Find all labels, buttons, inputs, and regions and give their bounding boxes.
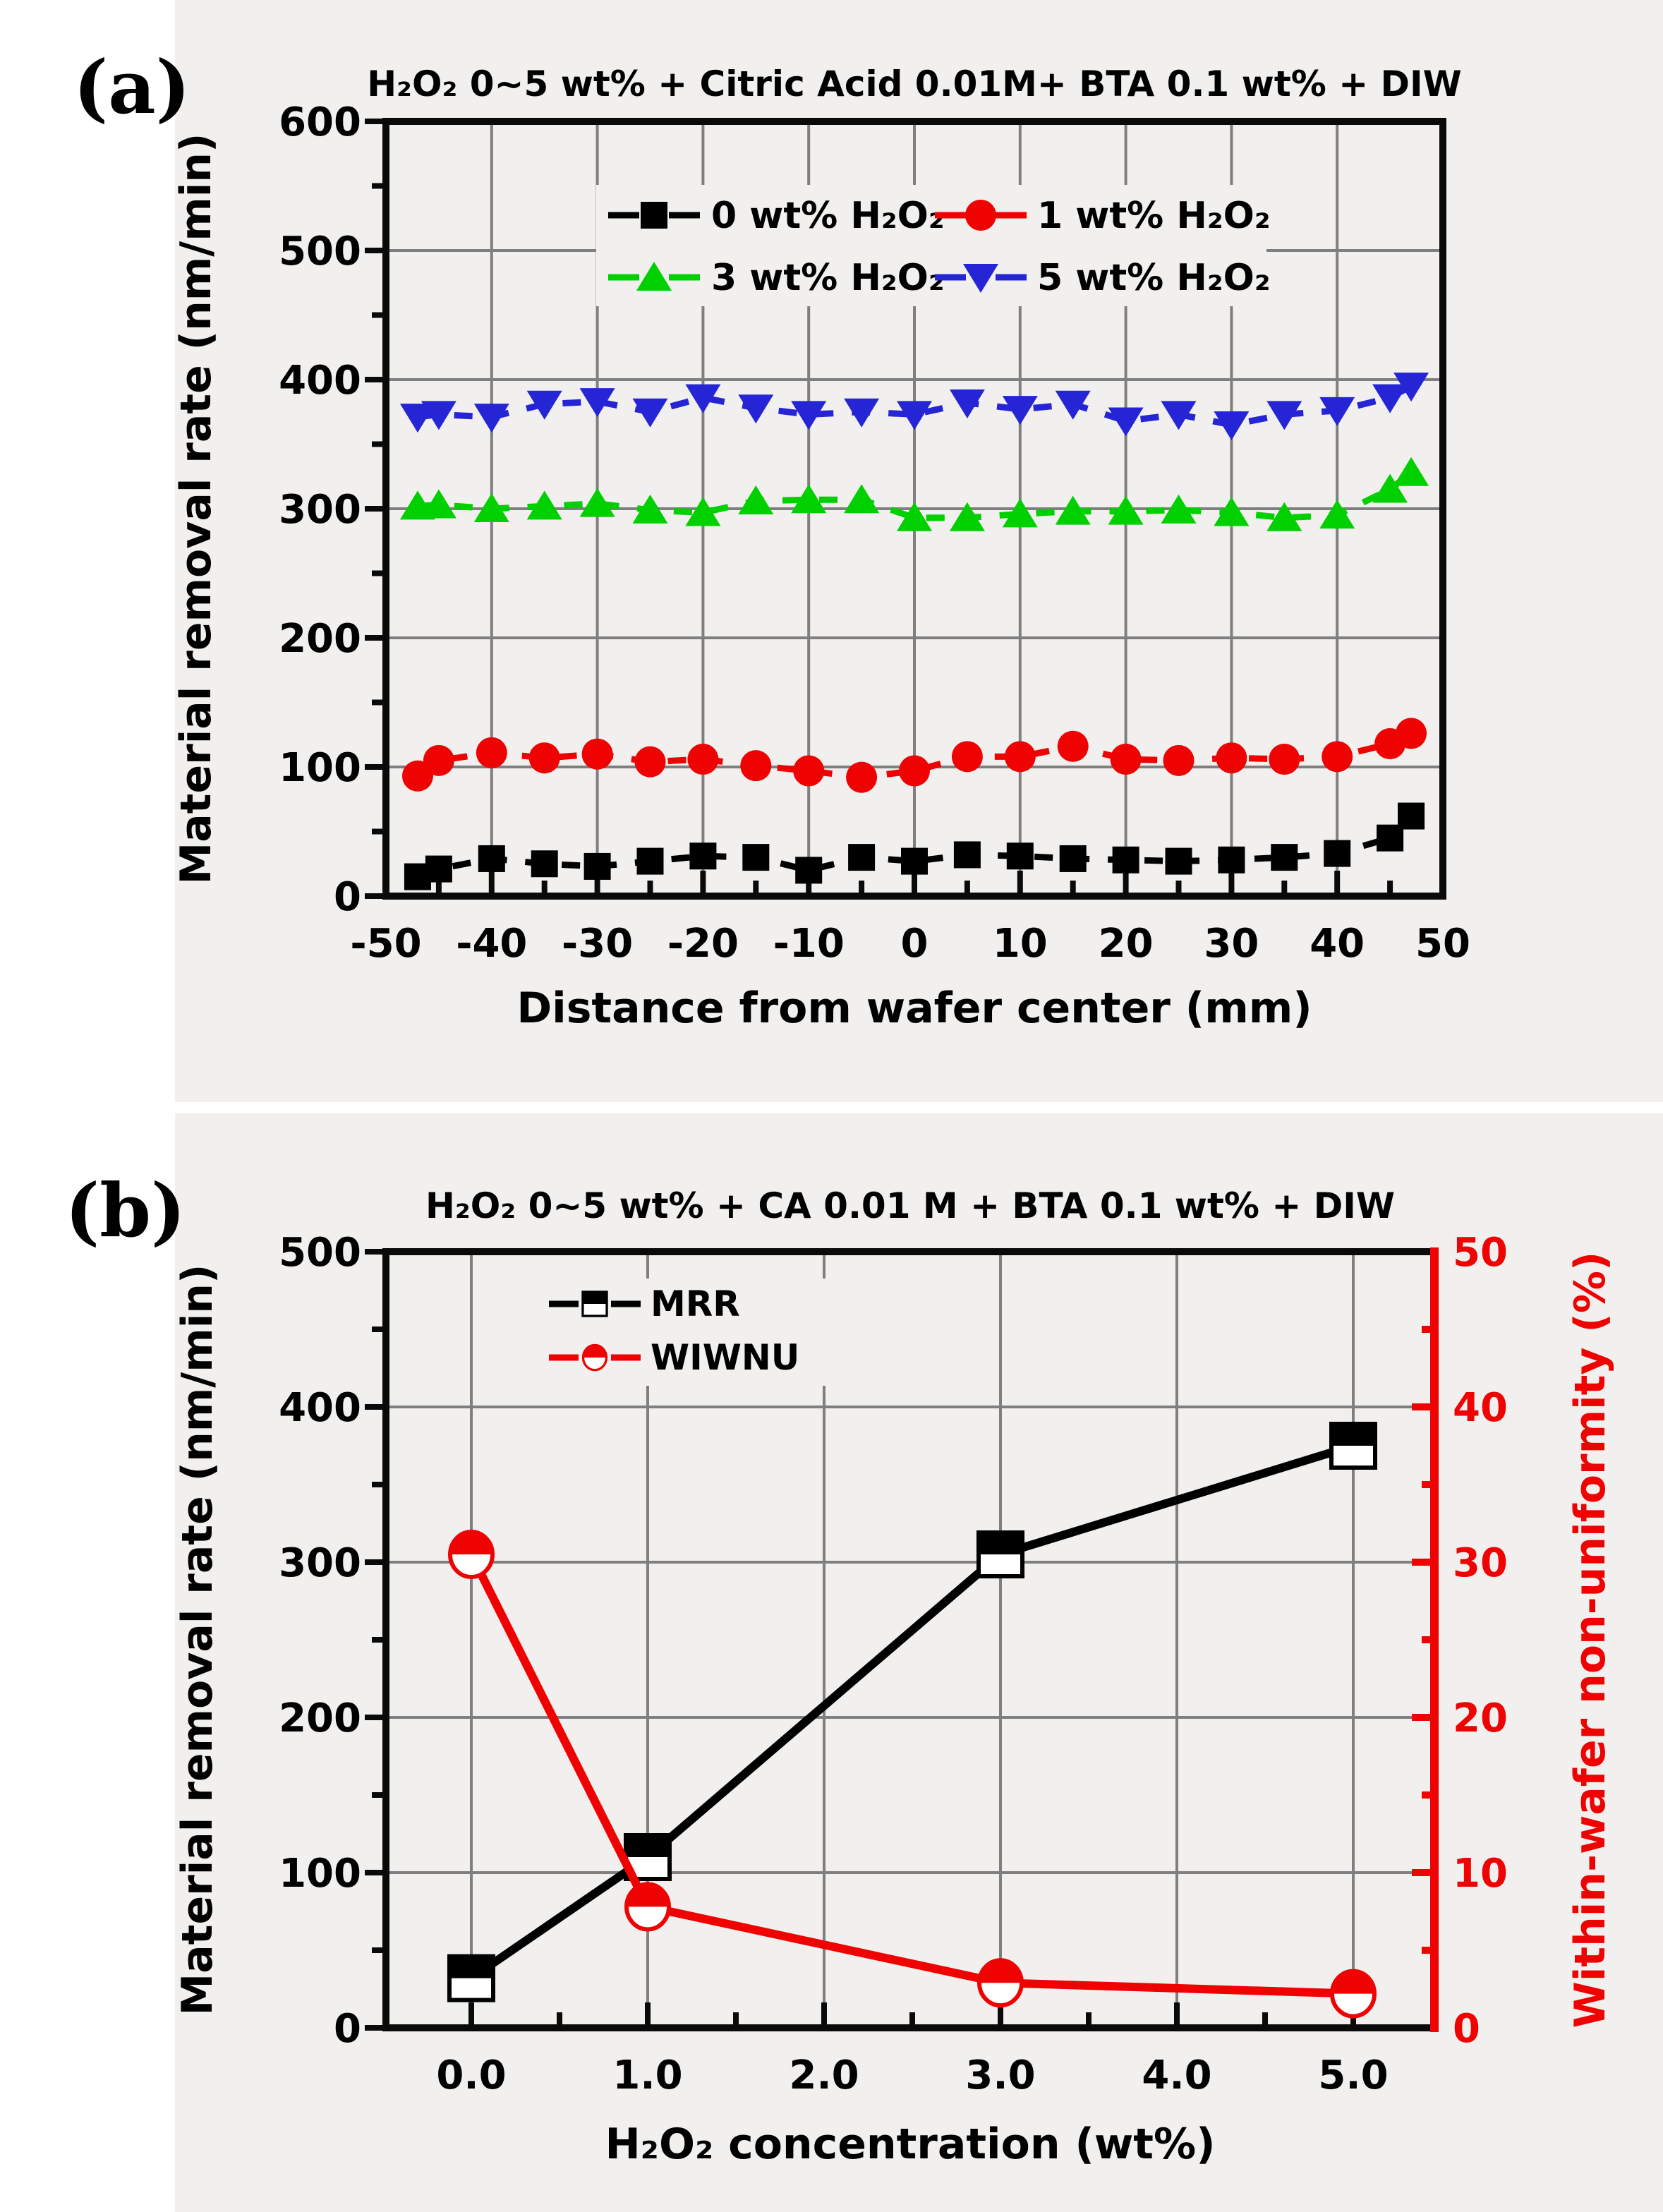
chart-b-left-y-axis-title: Material removal rate (nm/min) [173,1264,222,2016]
data-point-marker [899,755,930,786]
left-y-tick-label: 500 [279,1230,361,1276]
data-point-marker [635,747,666,778]
data-point-marker [740,750,771,781]
y-tick-label: 400 [279,358,361,404]
x-tick-label: 40 [1310,921,1365,967]
legend-marker-square-half [583,1292,607,1304]
x-tick-label: 0 [900,921,929,967]
left-y-tick-label: 100 [279,1851,361,1897]
x-tick-label: 4.0 [1142,2053,1212,2098]
chart-b-x-axis-title: H₂O₂ concentration (wt%) [605,2120,1216,2169]
right-y-tick-label: 10 [1453,1851,1508,1897]
x-tick-label: 1.0 [612,2053,683,2098]
data-point-marker [1396,718,1427,749]
data-point-marker [1331,1424,1375,1446]
x-tick-label: 0.0 [436,2053,507,2098]
x-tick-label: 3.0 [965,2053,1036,2098]
data-point-marker [1163,745,1195,776]
left-y-tick-label: 300 [279,1540,361,1586]
panel-a-label: (a) [73,44,191,131]
data-point-marker [1398,803,1425,830]
legend-marker-circle [965,200,996,231]
right-y-tick-label: 0 [1453,2006,1480,2052]
data-point-marker [846,762,877,793]
right-y-tick-label: 40 [1453,1385,1508,1431]
data-point-marker [901,848,928,875]
left-y-tick-label: 0 [334,2006,361,2052]
data-point-marker [449,1957,493,1978]
x-tick-label: 50 [1415,921,1470,967]
data-point-marker [584,853,611,880]
data-point-marker [689,842,716,869]
data-point-marker [1166,848,1192,875]
data-point-marker [1269,744,1300,775]
data-point-marker [1113,847,1139,874]
data-point-marker [626,1835,670,1857]
left-y-tick-label: 400 [279,1385,361,1431]
data-point-marker [1007,842,1034,869]
data-point-marker [425,856,452,883]
y-tick-label: 600 [279,99,361,145]
data-point-marker [1005,741,1036,772]
x-tick-label: 2.0 [789,2053,859,2098]
data-point-marker [793,755,824,786]
x-tick-label: -40 [456,921,528,967]
data-point-marker [1324,840,1350,867]
left-y-tick-label: 200 [279,1696,361,1741]
data-point-marker [1218,847,1245,874]
x-tick-label: -20 [667,921,739,967]
data-point-marker [1322,741,1353,772]
legend-label: WIWNU [651,1337,800,1378]
data-point-marker [478,845,505,872]
panel-b-label: (b) [65,1167,186,1254]
data-point-marker [637,848,664,875]
data-point-marker [476,737,507,768]
x-tick-label: 20 [1098,921,1154,967]
data-point-marker [979,1533,1022,1554]
right-y-tick-label: 50 [1453,1230,1508,1276]
x-tick-label: 30 [1204,921,1259,967]
legend-label: MRR [651,1283,740,1324]
x-tick-label: 5.0 [1318,2053,1389,2098]
data-point-marker [1060,845,1087,872]
panel-b-background [175,1113,1663,2212]
y-tick-label: 100 [279,745,361,791]
y-tick-label: 300 [279,487,361,533]
data-point-marker [1058,731,1089,762]
chart-a-x-axis-title: Distance from wafer center (mm) [516,984,1312,1033]
right-y-tick-label: 20 [1453,1696,1508,1741]
data-point-marker [848,844,875,871]
data-point-marker [742,844,769,871]
x-tick-label: -30 [562,921,634,967]
data-point-marker [795,857,822,883]
legend-label: 5 wt% H₂O₂ [1037,257,1271,299]
y-tick-label: 0 [334,874,361,920]
data-point-marker [529,742,560,773]
chart-a-title: H₂O₂ 0~5 wt% + Citric Acid 0.01M+ BTA 0.1 wt% + DIW [367,64,1462,104]
data-point-marker [952,741,983,772]
data-point-marker [687,744,718,775]
x-tick-label: -10 [773,921,845,967]
data-point-marker [1216,742,1247,773]
data-point-marker [1111,744,1142,775]
y-tick-label: 200 [279,616,361,662]
chart-a-y-axis-title: Material removal rate (nm/min) [171,133,221,885]
legend-label: 1 wt% H₂O₂ [1037,195,1271,237]
data-point-marker [423,745,454,776]
y-tick-label: 500 [279,229,361,274]
x-tick-label: -50 [350,921,422,967]
chart-b-right-y-axis-title: Within-wafer non-uniformity (%) [1566,1251,1615,2029]
data-point-marker [954,841,981,868]
legend-label: 0 wt% H₂O₂ [711,195,945,237]
data-point-marker [582,739,613,770]
legend-marker-square [641,202,667,229]
right-y-tick-label: 30 [1453,1540,1508,1586]
data-point-marker [1271,844,1298,871]
data-point-marker [531,850,558,877]
chart-b-title: H₂O₂ 0~5 wt% + CA 0.01 M + BTA 0.1 wt% + DIW [425,1185,1395,1226]
x-tick-label: 10 [992,921,1048,967]
legend-label: 3 wt% H₂O₂ [711,257,945,299]
